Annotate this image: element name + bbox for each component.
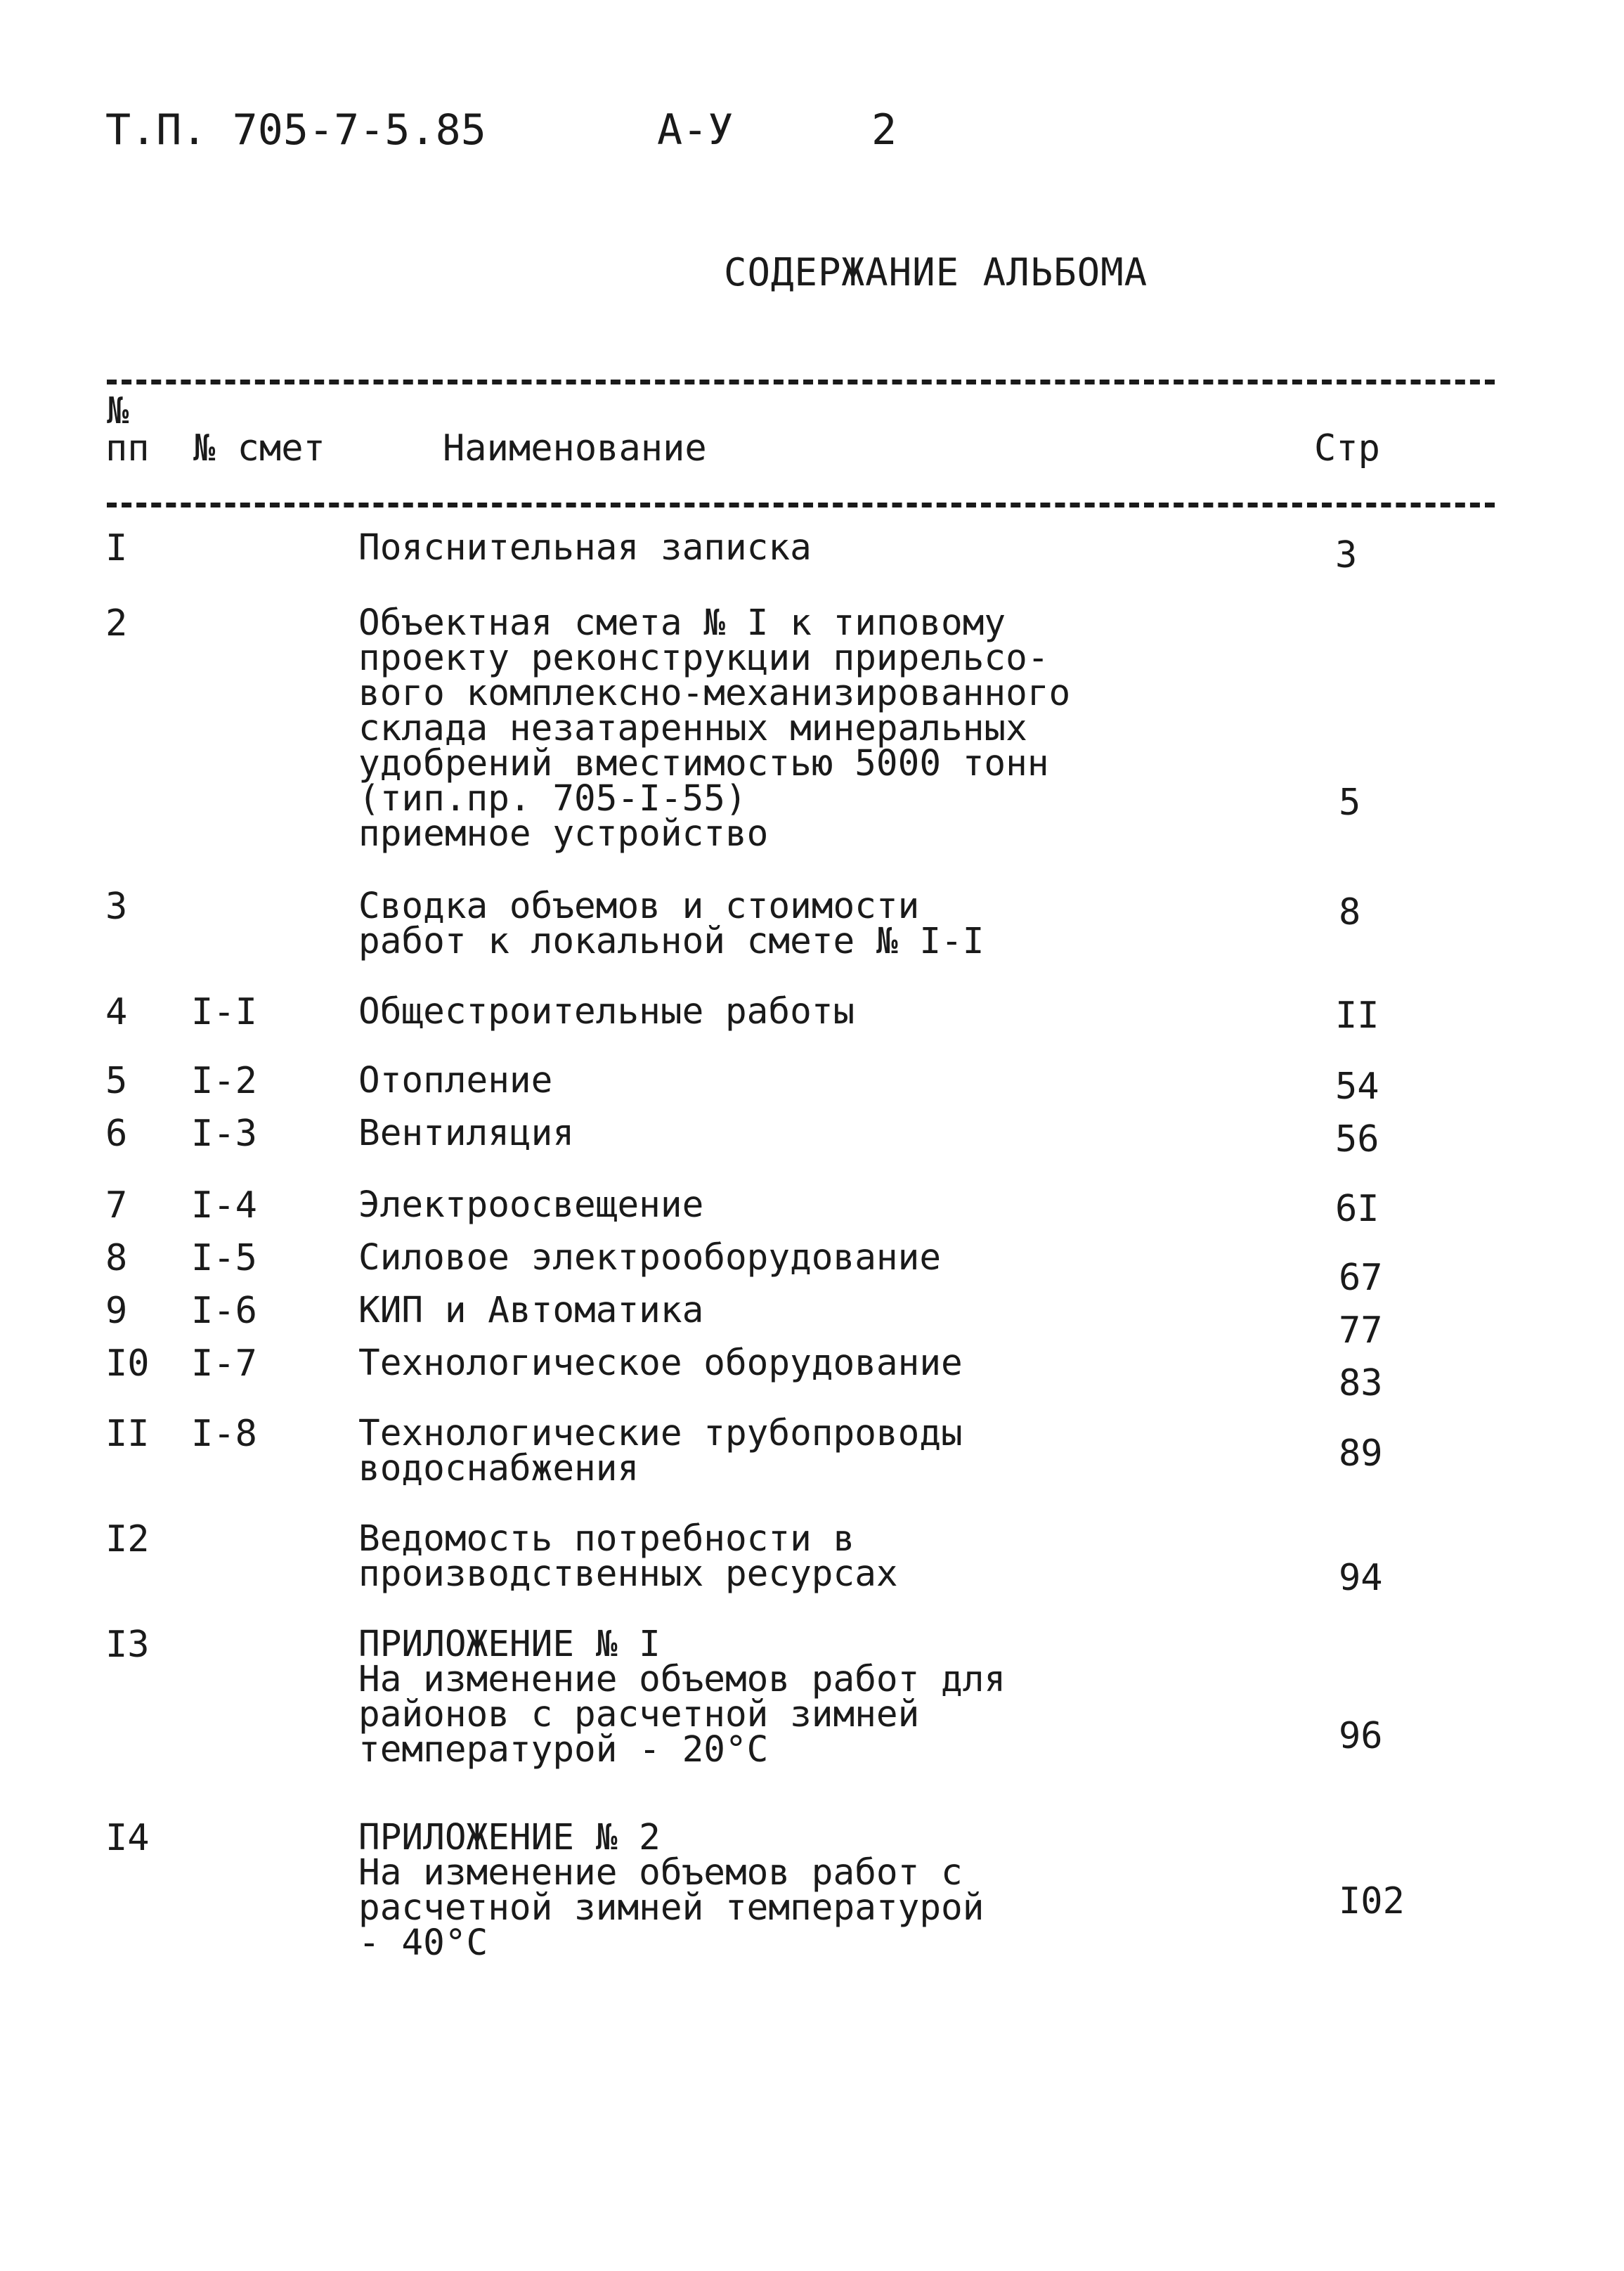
- row-name: Технологические трубопроводы водоснабжения: [358, 1413, 963, 1489]
- row-page: 8: [1339, 891, 1361, 933]
- col-header-name: Наименование: [443, 427, 707, 470]
- col-header-num-symbol: №: [107, 390, 129, 432]
- row-page: 77: [1339, 1309, 1383, 1352]
- col-header-page: Стр: [1314, 427, 1380, 470]
- row-number: 5: [105, 1060, 128, 1102]
- row-smeta: I-2: [191, 1060, 257, 1102]
- row-name: Отопление: [358, 1060, 553, 1101]
- row-page: 3: [1335, 534, 1358, 576]
- row-smeta: I-7: [191, 1342, 257, 1385]
- row-name: Ведомость потребности в производственных ресурсах: [358, 1518, 898, 1595]
- row-name: КИП и Автоматика: [358, 1290, 704, 1331]
- row-page: I02: [1339, 1880, 1405, 1922]
- row-number: 2: [105, 602, 128, 645]
- row-name: Электроосвещение: [358, 1184, 704, 1226]
- row-name: Объектная смета № I к типовому проекту реконструкции прирельсо- вого комплексно-механизированного склада незатаренных минеральных удобрений вместимостью 5000 тонн (тип.пр. 705-I-55) приемное устройство: [358, 602, 1071, 855]
- row-name: ПРИЛОЖЕНИЕ № I На изменение объемов работ для районов с расчетной зимней температурой - 20°С: [358, 1624, 1006, 1771]
- row-smeta: I-8: [191, 1413, 257, 1455]
- row-smeta: I-4: [191, 1184, 257, 1227]
- row-number: 7: [105, 1184, 128, 1227]
- row-page: 94: [1339, 1557, 1383, 1599]
- row-number: I: [105, 527, 128, 569]
- row-page: 5: [1339, 782, 1361, 824]
- row-number: 3: [105, 886, 128, 928]
- row-number: 6: [105, 1113, 128, 1155]
- row-page: 54: [1335, 1066, 1379, 1108]
- row-number: I3: [105, 1624, 150, 1666]
- row-name: Сводка объемов и стоимости работ к локальной смете № I-I: [358, 886, 985, 962]
- row-name: Общестроительные работы: [358, 991, 855, 1033]
- row-name: Технологическое оборудование: [358, 1342, 963, 1384]
- top-dashed-rule: [107, 380, 1495, 384]
- document-code: Т.П. 705-7-5.85: [105, 105, 486, 155]
- row-page: 6I: [1335, 1188, 1379, 1230]
- section-code: А-У: [657, 105, 734, 155]
- row-number: I4: [105, 1817, 150, 1859]
- row-name: Силовое электрооборудование: [358, 1237, 942, 1279]
- row-number: 8: [105, 1237, 128, 1279]
- row-number: I2: [105, 1518, 150, 1560]
- col-header-smeta: № смет: [193, 427, 325, 470]
- row-name: ПРИЛОЖЕНИЕ № 2 На изменение объемов работ с расчетной зимней температурой - 40°С: [358, 1817, 985, 1964]
- row-smeta: I-6: [191, 1290, 257, 1332]
- row-page: 67: [1339, 1257, 1383, 1299]
- row-number: 9: [105, 1290, 128, 1332]
- row-page: 56: [1335, 1118, 1379, 1160]
- row-number: I0: [105, 1342, 150, 1385]
- row-page: 83: [1339, 1362, 1383, 1404]
- row-smeta: I-5: [191, 1237, 257, 1279]
- page-number: 2: [871, 105, 897, 155]
- row-number: II: [105, 1413, 150, 1455]
- row-page: 89: [1339, 1432, 1383, 1475]
- col-header-num: пп: [105, 427, 150, 470]
- row-name: Вентиляция: [358, 1113, 575, 1154]
- header-dashed-rule: [107, 503, 1495, 507]
- row-page: II: [1335, 995, 1379, 1037]
- row-page: 96: [1339, 1715, 1383, 1757]
- row-smeta: I-I: [191, 991, 257, 1033]
- page-title: СОДЕРЖАНИЕ АЛЬБОМА: [724, 250, 1148, 295]
- row-smeta: I-3: [191, 1113, 257, 1155]
- row-number: 4: [105, 991, 128, 1033]
- row-name: Пояснительная записка: [358, 527, 812, 569]
